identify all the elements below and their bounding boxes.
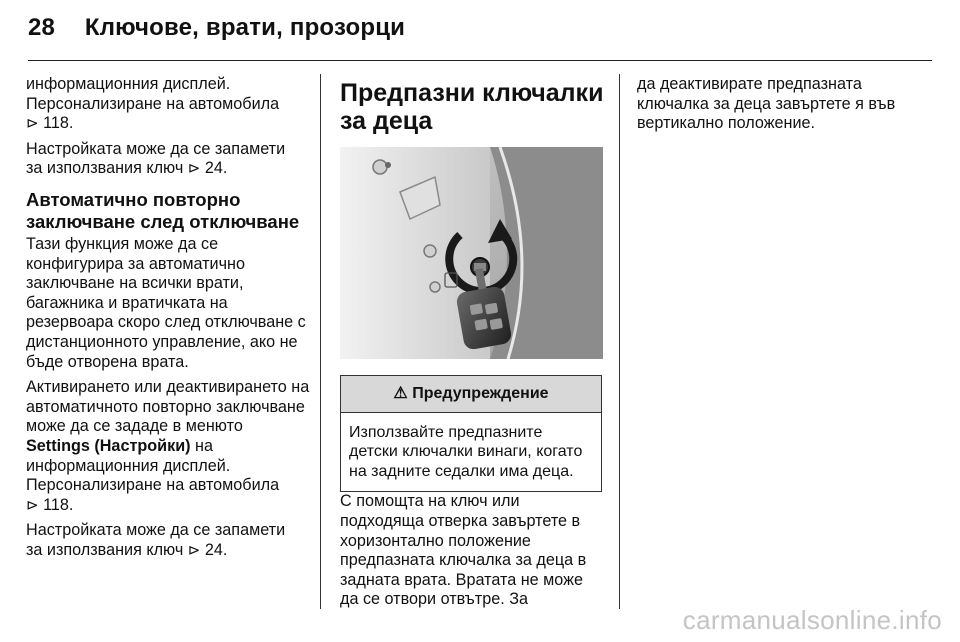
reference-arrow-icon: ⊳ (26, 115, 39, 133)
page-reference: 24. (204, 540, 228, 559)
paragraph (26, 378, 311, 515)
text-line: Настройката може да се запамети (26, 521, 286, 540)
page-number: 28 (28, 14, 56, 41)
paragraph: да деактивирате предпазната ключалка за деца завъртете я във вертикално положение. (637, 75, 896, 133)
page-reference: 118. (43, 495, 74, 514)
text-line: за използвания ключ (26, 540, 184, 559)
text-line: Настройката може да се запамети (26, 139, 286, 158)
column-middle (340, 75, 605, 616)
page-reference: 24. (204, 159, 228, 178)
subheading-line: заключване след отключване (26, 210, 300, 232)
column-left (26, 75, 311, 566)
subheading (26, 189, 311, 233)
section-title: Предпазни ключалки за деца (340, 79, 604, 135)
warning-triangle-icon: ⚠ (393, 385, 408, 402)
chapter-title: Ключове, врати, прозорци (84, 14, 406, 41)
text-line: Персонализиране на автомобила (26, 94, 280, 113)
text: на информационния дисплей. (26, 436, 231, 475)
text-line: за използвания ключ (26, 159, 184, 178)
warning-title: Предупреждение (412, 385, 549, 402)
warning-header (341, 376, 601, 413)
watermark: carmanualsonline.info (682, 605, 942, 635)
header-rule (28, 60, 932, 61)
column-divider (619, 74, 620, 609)
text-line: информационния дисплей. (26, 75, 231, 93)
column-right (637, 75, 907, 140)
paragraph (26, 521, 311, 560)
paragraph: С помощта на ключ или подходяща отверка завъртете в хоризонтално положение предпазната ключалка за деца в задната врата. Вратата не може да се отвори отвътре. За (340, 492, 587, 609)
paragraph (26, 140, 311, 179)
warning-box (340, 375, 602, 492)
page-header (28, 14, 405, 42)
reference-arrow-icon: ⊳ (187, 541, 201, 559)
text-line: Персонализиране на автомобила (26, 476, 280, 495)
reference-arrow-icon: ⊳ (187, 160, 201, 178)
text: Активирането или деактивирането на автоматичното повторно заключване може да се зададе в менюто (26, 378, 310, 436)
page-reference: 118. (43, 114, 74, 133)
warning-text: Използвайте предпазните детски ключалки винаги, когато на задните седалки има деца. (349, 423, 583, 480)
paragraph (26, 75, 311, 134)
reference-arrow-icon: ⊳ (26, 496, 39, 514)
paragraph: Тази функция може да се конфигурира за автоматично заключване на всички врати, багажника и вратичката на резервоара скоро след отключване с дистанционното управление, ако не бъде отворена врата. (26, 234, 306, 371)
menu-name: Settings (Настройки) (26, 436, 191, 455)
door-lock-illustration (340, 147, 603, 359)
column-divider (320, 74, 321, 609)
subheading-line: Автоматично повторно (26, 188, 241, 210)
